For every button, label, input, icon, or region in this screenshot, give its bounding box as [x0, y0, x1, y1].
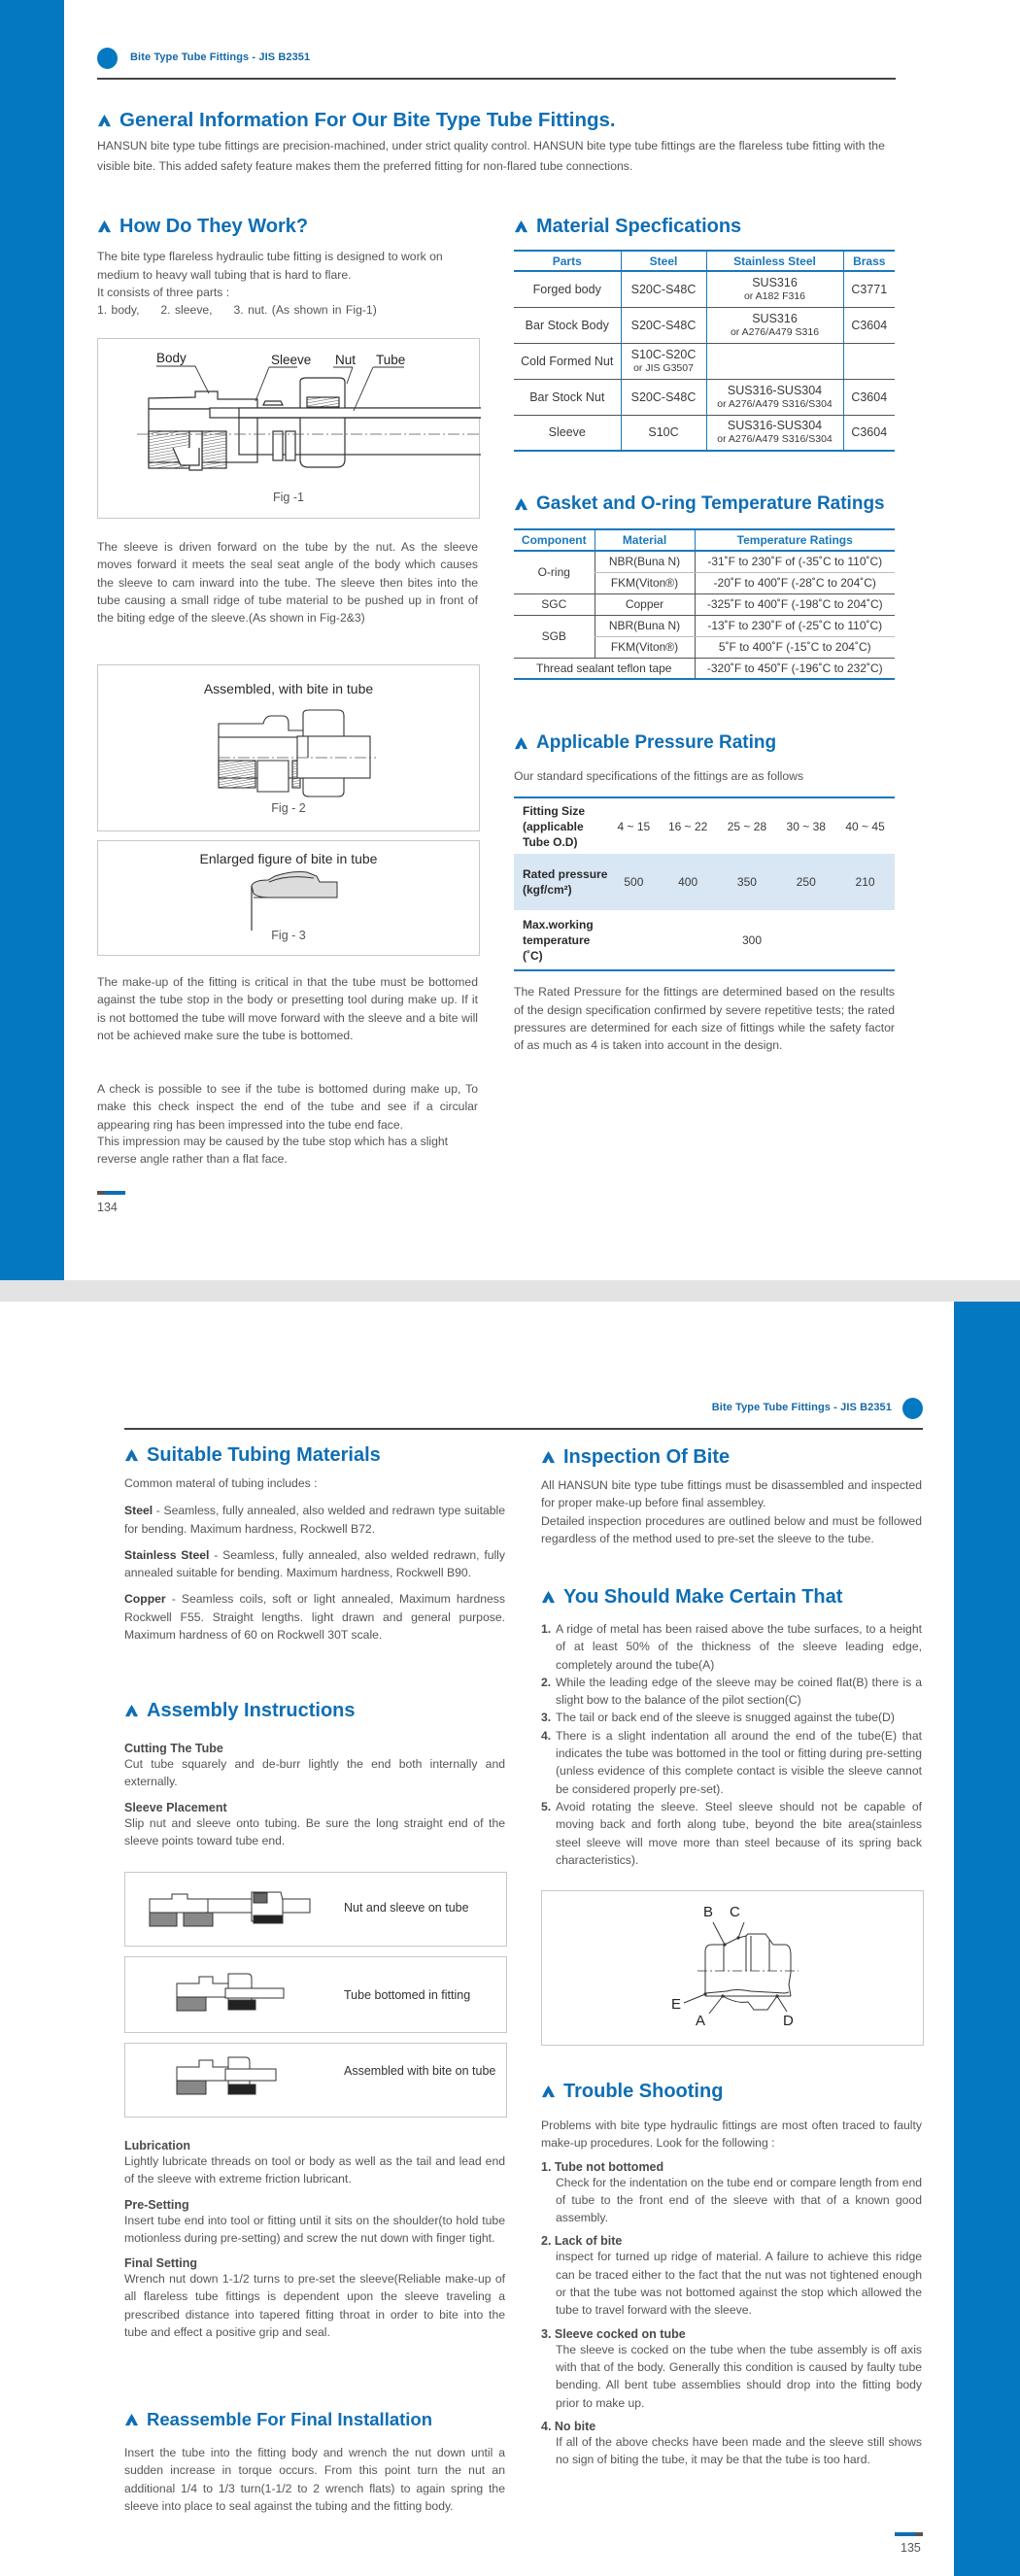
cell-brass: C3604 — [843, 379, 895, 415]
tubing-steel — [124, 1502, 505, 1538]
trouble-item — [541, 2420, 922, 2469]
label-nut: Nut — [335, 353, 357, 367]
check-paragraph: A check is possible to see if the tube is bottomed during make up, To make this check inspect the end of the tube and see if a circular appearing ring has been impressed into the tube end face. — [97, 1082, 478, 1132]
figure-label: Nut and sleeve on tube — [344, 1901, 469, 1915]
right-accent-bar — [954, 1302, 1020, 2576]
cell-text: SUS316 — [752, 275, 798, 289]
reassemble-text: Insert the tube into the fitting body and wrench the nut down until a sudden increase in torque occurs. From this point turn the nut an additional 1/4 to 1/3 turn(1-1/2 to 2 wrench flats) to again spring the sleeve into place to seal against the tubing and the fitting body. — [124, 2446, 505, 2513]
nut-sleeve-diagram-icon — [145, 1873, 320, 1948]
item-text: The tail or back end of the sleeve is snugged against the tube(D) — [556, 1711, 895, 1725]
trouble-item — [541, 2234, 922, 2319]
row-label: Rated pressure (kgf/cm²) — [514, 854, 609, 910]
section-assembly — [124, 1700, 505, 1849]
material-desc: - Seamless coils, soft or light annealed, Maximum hardness Rockwell F55. Straight lengths. light drawn and general purpose. Maximum hardness of 60 on Rockwell 30T scale. — [124, 1592, 505, 1643]
item-text: While the leading edge of the sleeve may be coined flat(B) there is a slight bow to the balance of the pilot section(C) — [556, 1675, 922, 1708]
page-number-bar-accent — [97, 1191, 105, 1195]
general-body: HANSUN bite type tube fittings are precision-machined, under strict quality control. HANSUN bite type tube fittings are the flareless tube fitting with the visible bite. This added safety feature makes them the preferred fitting for non-flared tube connections. — [97, 139, 885, 173]
cell-material: Copper — [595, 593, 695, 615]
cell-component: SGB — [514, 615, 595, 658]
section-heading: You Should Make Certain That — [541, 1586, 922, 1609]
checklist-item — [541, 1620, 922, 1674]
table-row — [514, 415, 895, 451]
table-row — [514, 307, 895, 343]
trouble-title: 3. Sleeve cocked on tube — [541, 2326, 686, 2341]
subheading-final-setting: Final Setting — [124, 2256, 197, 2271]
cell-material: FKM(Viton®) — [595, 636, 695, 658]
page-135 — [0, 1302, 1020, 2576]
cell-subtext: or JIS G3507 — [633, 361, 694, 374]
cutting-text: Cut tube squarely and de-burr lightly the end both internally and externally. — [124, 1757, 505, 1789]
section-general-info — [97, 109, 896, 177]
cell-steel — [621, 307, 706, 343]
checklist-item — [541, 1674, 922, 1710]
cell-component: Thread sealant teflon tape — [514, 658, 695, 679]
tripod-bullet-icon — [541, 1450, 556, 1465]
material-name: Stainless Steel — [124, 1547, 210, 1562]
label-body: Body — [156, 351, 187, 365]
header-dot-icon — [902, 1398, 923, 1419]
impression-paragraph: This impression may be caused by the tube stop which has a slight reverse angle rather than a flat face. — [97, 1135, 449, 1167]
tripod-bullet-icon — [541, 1590, 556, 1605]
section-reassemble — [124, 2409, 505, 2515]
tubing-stainless — [124, 1546, 505, 1582]
parts-list: 1. body, 2. sleeve, 3. nut. (As shown in Fig-1) — [97, 303, 377, 317]
item-number: 2. — [541, 1675, 552, 1689]
section-setting-steps — [124, 2139, 505, 2341]
presetting-text: Insert tube end into tool or fitting until it sits on the shoulder(to hold tube motionless during pre-setting) and screw the nut down with finger tight. — [124, 2213, 505, 2245]
cell-size: 40 ~ 45 — [835, 797, 895, 854]
figure-caption: Fig - 3 — [271, 929, 306, 942]
section-heading: Gasket and O-ring Temperature Ratings — [514, 493, 895, 515]
pressure-intro: Our standard specifications of the fittings are as follows — [514, 769, 804, 783]
cell-text: SUS316-SUS304 — [727, 383, 823, 397]
figure-1 — [97, 338, 480, 519]
row-label: Fitting Size (applicable Tube O.D) — [514, 797, 609, 854]
tripod-bullet-icon — [541, 2085, 556, 2099]
checklist-item — [541, 1727, 922, 1798]
cell-pressure: 400 — [659, 854, 718, 910]
section-heading: Assembly Instructions — [124, 1700, 505, 1722]
cell-text: SUS316-SUS304 — [727, 419, 823, 433]
table-row — [514, 271, 895, 307]
label-d: D — [783, 2013, 794, 2029]
section-inspection — [541, 1446, 922, 1547]
cell-text: S20C-S48C — [630, 390, 697, 404]
subheading-sleeve: Sleeve Placement — [124, 1800, 227, 1814]
section-heading: Inspection Of Bite — [541, 1446, 922, 1469]
item-number: 1. — [541, 1622, 552, 1636]
cell-rating: -13˚F to 230˚F of (-25˚C to 110˚C) — [695, 615, 895, 636]
checklist-item — [541, 1798, 922, 1869]
trouble-text: The sleeve is cocked on the tube when the tube assembly is off axis with that of the body. Generally this condition is caused by faulty tube bending. All bent tube assemblies should drop into the fitting body prior to make up. — [556, 2342, 922, 2410]
cell-rating: -320˚F to 450˚F (-196˚C to 232˚C) — [695, 658, 895, 679]
table-row — [514, 593, 895, 615]
item-text: There is a slight indentation all around the end of the tube(E) that indicates the tube was bottomed in the tool or fitting during pre-setting (unless evidence of this complete contact is visible the sleeve cannot be considered properly pre-set). — [556, 1728, 922, 1796]
trouble-title: 2. Lack of bite — [541, 2234, 623, 2249]
tripod-bullet-icon — [514, 736, 528, 751]
cell-subtext: or A182 F316 — [743, 289, 806, 302]
tripod-bullet-icon — [97, 114, 112, 128]
cell-brass: C3604 — [843, 307, 895, 343]
label-e: E — [671, 1996, 682, 2013]
cell-part: Bar Stock Body — [514, 307, 621, 343]
cell-rating: 5˚F to 400˚F (-15˚C to 204˚C) — [695, 636, 895, 658]
section-tubing-materials — [124, 1444, 505, 1644]
table-row — [514, 379, 895, 415]
tripod-bullet-icon — [514, 220, 528, 234]
cell-pressure: 500 — [609, 854, 659, 910]
cell-subtext: or A276/A479 S316 — [730, 325, 820, 338]
header-title: Bite Type Tube Fittings - JIS B2351 — [130, 51, 311, 63]
bite-inspection-figure — [541, 1890, 924, 2046]
trouble-title: 4. No bite — [541, 2419, 596, 2433]
section-material-specs — [514, 216, 895, 452]
row-label: Max.working temperature (˚C) — [514, 910, 609, 970]
cell-text: S10C — [648, 425, 679, 440]
cell-material: NBR(Buna N) — [595, 615, 695, 636]
trouble-title: 1. Tube not bottomed — [541, 2159, 664, 2174]
figure-2 — [97, 664, 480, 831]
section-gasket-ratings — [514, 493, 895, 680]
material-desc: - Seamless, fully annealed, also welded redrawn, fully annealed suitable for bending. Maximum hardness, Rockwell B90. — [124, 1547, 505, 1580]
page-number-bar — [97, 1191, 125, 1195]
table-row — [514, 910, 895, 970]
figure-caption: Fig -1 — [273, 491, 304, 504]
cell-stainless — [706, 343, 843, 379]
cell-component: O-ring — [514, 551, 595, 593]
cell-text: S20C-S48C — [630, 282, 697, 296]
table-row — [514, 797, 895, 854]
material-spec-table — [514, 250, 895, 452]
cell-size: 25 ~ 28 — [718, 797, 777, 854]
cell-stainless — [706, 415, 843, 451]
page-number: 134 — [97, 1201, 118, 1214]
cell-steel — [621, 271, 706, 307]
figure-3 — [97, 840, 480, 956]
subheading-cutting: Cutting The Tube — [124, 1742, 223, 1755]
label-sleeve: Sleeve — [271, 353, 312, 367]
cell-pressure: 250 — [776, 854, 835, 910]
trouble-item — [541, 2160, 922, 2227]
subheading-presetting: Pre-Setting — [124, 2197, 189, 2212]
intro-line: medium to heavy wall tubing that is hard to flare. — [97, 268, 352, 282]
assembly-figure-2 — [124, 1956, 507, 2033]
cell-rating: -20˚F to 400˚F (-28˚C to 204˚C) — [695, 572, 895, 593]
cell-steel — [621, 415, 706, 451]
cell-steel — [621, 343, 706, 379]
cell-steel — [621, 379, 706, 415]
page-number-bar — [895, 2532, 923, 2536]
page-number: 135 — [901, 2541, 921, 2555]
intro-line: The bite type flareless hydraulic tube fitting is designed to work on — [97, 250, 443, 263]
sleeve-description: The sleeve is driven forward on the tube by the nut. As the sleeve moves forward it meets the seal seat angle of the body which causes the sleeve to cam inward into the tube. The sleeve then bites into the tube causing a small ridge of tube material to be pushed up in front of the biting edge of the sleeve.(As shown in Fig-2&3) — [97, 540, 478, 626]
table-row — [514, 551, 895, 572]
trouble-item — [541, 2327, 922, 2412]
cell-stainless — [706, 379, 843, 415]
trouble-intro: Problems with bite type hydraulic fittings are most often traced to faulty make-up procedures. Look for the following : — [541, 2118, 922, 2151]
cell-material: NBR(Buna N) — [595, 551, 695, 572]
page-number-bar-accent — [915, 2532, 923, 2536]
figure-label: Assembled with bite on tube — [344, 2064, 496, 2078]
cell-size: 4 ~ 15 — [609, 797, 659, 854]
item-text: Avoid rotating the sleeve. Steel sleeve should not be capable of moving back and forth along tube, beyond the bite area(stainless steel sleeve will move more than steel because of its spring back characteristics). — [556, 1799, 922, 1867]
cell-subtext: or A276/A479 S316/S304 — [717, 433, 833, 446]
cell-part: Cold Formed Nut — [514, 343, 621, 379]
cell-brass: C3771 — [843, 271, 895, 307]
cell-subtext: or A276/A479 S316/S304 — [717, 397, 833, 410]
checklist-item — [541, 1709, 922, 1726]
header-dot-icon — [97, 48, 118, 69]
trouble-text: inspect for turned up ridge of material. A failure to achieve this ridge can be traced either to the fact that the nut was not tightened enough or that the tube was not bottomed against the stop which allowed the tube to travel forward with the sleeve. — [556, 2250, 922, 2318]
label-b: B — [703, 1904, 714, 1920]
cell-component: SGC — [514, 593, 595, 615]
left-accent-bar — [0, 0, 64, 1280]
tripod-bullet-icon — [514, 497, 528, 512]
tripod-bullet-icon — [124, 1448, 139, 1463]
page-134 — [0, 0, 1020, 1280]
column-header: Brass — [843, 251, 895, 271]
cell-text: SUS316 — [752, 311, 798, 325]
section-heading: General Information For Our Bite Type Tube Fittings. — [97, 109, 896, 132]
cell-size: 16 ~ 22 — [659, 797, 718, 854]
cell-part: Bar Stock Nut — [514, 379, 621, 415]
cell-rating: -31˚F to 230˚F of (-35˚C to 110˚C) — [695, 551, 895, 572]
cell-brass — [843, 343, 895, 379]
checklist — [541, 1620, 922, 1869]
material-name: Steel — [124, 1504, 153, 1518]
assembled-bite-diagram-icon — [172, 2044, 347, 2118]
running-header — [97, 42, 896, 81]
figure-label: Tube bottomed in fitting — [344, 1988, 471, 2002]
tube-bottomed-diagram-icon — [172, 1957, 347, 2034]
column-header: Component — [514, 529, 595, 551]
cell-material: FKM(Viton®) — [595, 572, 695, 593]
cell-part: Forged body — [514, 271, 621, 307]
figure-caption: Fig - 2 — [271, 801, 306, 815]
cell-temperature: 300 — [609, 910, 895, 970]
trouble-text: If all of the above checks have been made and the sleeve still shows no sign of biting the tube, it may be that the tube is too hard. — [556, 2434, 922, 2467]
section-heading: Applicable Pressure Rating — [514, 732, 895, 754]
cell-size: 30 ~ 38 — [776, 797, 835, 854]
trouble-text: Check for the indentation on the tube end or compare length from end of tube to the front end of the sleeve with that of a known good assembly. — [556, 2175, 922, 2225]
cell-text: S10C-S20C — [630, 347, 697, 361]
lubrication-text: Lightly lubricate threads on tool or body as well as the tail and lead end of the sleeve with extreme friction lubricant. — [124, 2154, 505, 2186]
item-text: A ridge of metal has been raised above the tube surfaces, to a height of at least 50% of the thickness of the sleeve leading edge, completely around the tube(A) — [556, 1622, 922, 1672]
material-desc: - Seamless, fully annealed, also welded and redrawn type suitable for bending. Maximum hardness, Rockwell B72. — [124, 1504, 505, 1536]
item-number: 3. — [541, 1711, 552, 1725]
label-a: A — [696, 2013, 706, 2029]
intro-line: It consists of three parts : — [97, 286, 230, 299]
figure-title: Assembled, with bite in tube — [203, 681, 374, 696]
pressure-rating-table — [514, 797, 895, 971]
tripod-bullet-icon — [97, 220, 112, 234]
cell-stainless — [706, 271, 843, 307]
header-rule — [97, 78, 896, 80]
cell-pressure: 210 — [835, 854, 895, 910]
inspection-text-2: Detailed inspection procedures are outlined below and must be followed regardless of the method used to pre-set the sleeve to the tube. — [541, 1513, 922, 1545]
tubing-copper — [124, 1590, 505, 1644]
cell-part: Sleeve — [514, 415, 621, 451]
sleeve-text: Slip nut and sleeve onto tubing. Be sure the long straight end of the sleeve points toward tube end. — [124, 1815, 505, 1847]
section-pressure-rating — [514, 732, 895, 1054]
column-header: Stainless Steel — [706, 251, 843, 271]
running-header — [124, 1392, 923, 1431]
tripod-bullet-icon — [124, 2413, 139, 2427]
pressure-note: The Rated Pressure for the fittings are determined based on the results of the design specification confirmed by severe repetitive tests; the rated pressures are determined for each size of fittings while the safety factor of as much as 4 is taken into account in the design. — [514, 985, 895, 1053]
label-c: C — [730, 1904, 740, 1920]
figure-title: Enlarged figure of bite in tube — [199, 851, 378, 866]
label-tube: Tube — [376, 353, 406, 367]
subheading-lubrication: Lubrication — [124, 2139, 191, 2152]
inspection-text-1: All HANSUN bite type tube fittings must be disassembled and inspected for proper make-up before final assembley. — [541, 1478, 922, 1510]
cell-rating: -325˚F to 400˚F (-198˚C to 204˚C) — [695, 593, 895, 615]
table-row — [514, 343, 895, 379]
cell-brass: C3604 — [843, 415, 895, 451]
item-number: 5. — [541, 1799, 552, 1813]
assembly-figure-3 — [124, 2043, 507, 2118]
table-row — [514, 658, 895, 679]
column-header: Parts — [514, 251, 621, 271]
material-name: Copper — [124, 1592, 166, 1607]
cell-text: S20C-S48C — [630, 318, 697, 332]
header-title: Bite Type Tube Fittings - JIS B2351 — [711, 1402, 892, 1413]
section-heading: Suitable Tubing Materials — [124, 1444, 505, 1467]
makeup-paragraph: The make-up of the fitting is critical in that the tube must be bottomed against the tube stop in the body or presetting tool during make up. If it is not bottomed the tube will move forward with the sleeve and a bite will not be achieved make sure the tube is bottomed. — [97, 975, 478, 1042]
section-heading: Reassemble For Final Installation — [124, 2409, 505, 2430]
column-header: Material — [595, 529, 695, 551]
item-number: 4. — [541, 1728, 552, 1743]
header-rule — [124, 1428, 923, 1430]
tubing-intro: Common materal of tubing includes : — [124, 1476, 318, 1490]
section-heading: How Do They Work? — [97, 216, 478, 238]
column-header: Temperature Ratings — [695, 529, 895, 551]
section-how-they-work — [97, 216, 478, 319]
section-heading: Material Specfications — [514, 216, 895, 238]
tripod-bullet-icon — [124, 1704, 139, 1718]
section-heading: Trouble Shooting — [541, 2081, 922, 2103]
cell-pressure: 350 — [718, 854, 777, 910]
cell-stainless — [706, 307, 843, 343]
final-setting-text: Wrench nut down 1-1/2 turns to pre-set the sleeve(Reliable make-up of all flareless tube fittings is dependent upon the sleeve traveling a prescribed distance into tapered fitting throat in order to bite into the tube and effect a positive grip and seal. — [124, 2272, 505, 2340]
table-row — [514, 615, 895, 636]
assembly-figure-1 — [124, 1872, 507, 1947]
gasket-rating-table — [514, 528, 895, 680]
section-trouble-shooting — [541, 2081, 922, 2468]
column-header: Steel — [621, 251, 706, 271]
section-make-certain — [541, 1586, 922, 1869]
table-row — [514, 854, 895, 910]
